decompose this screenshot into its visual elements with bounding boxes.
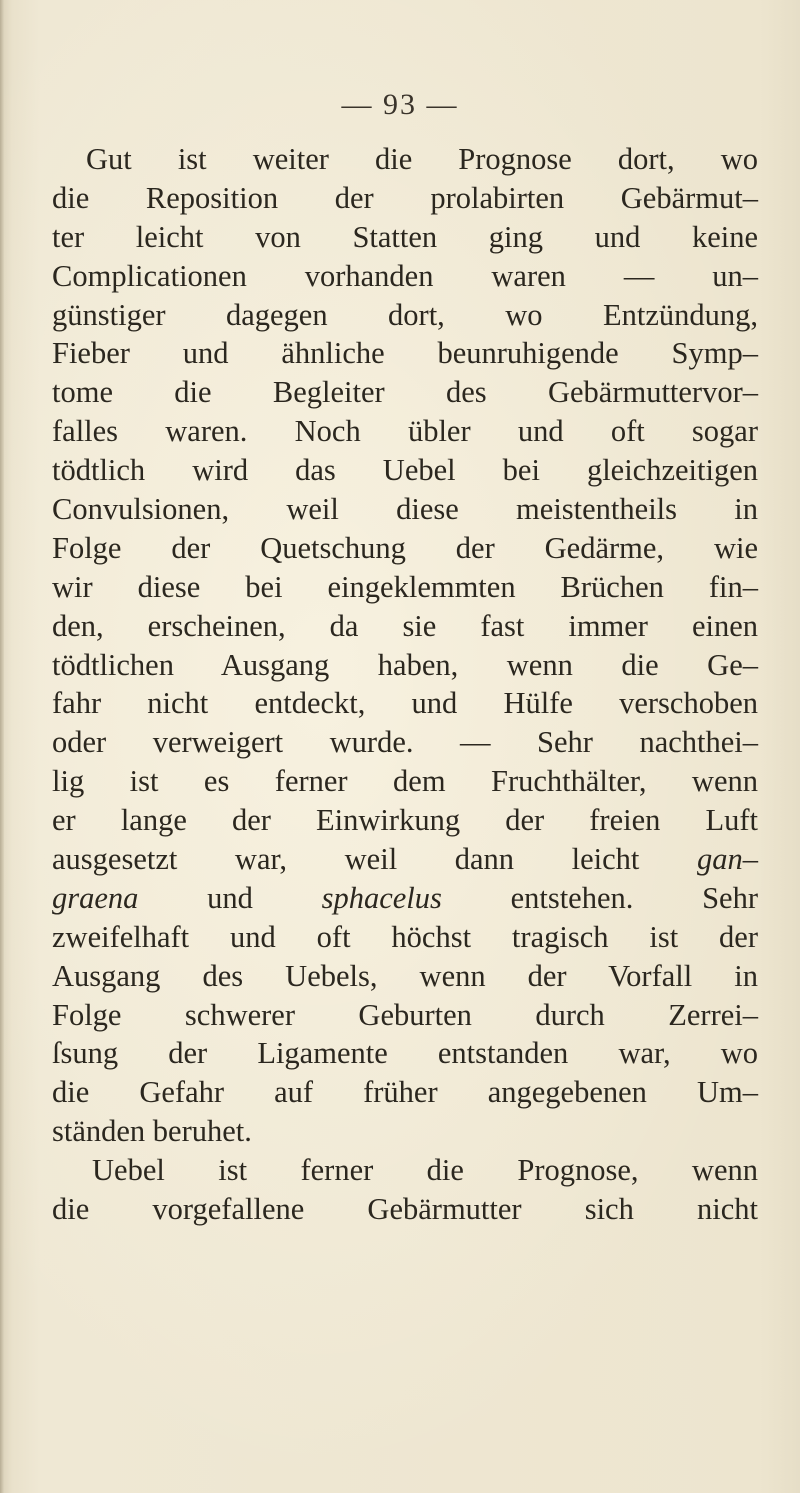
text-line: Uebel ist ferner die Prognose, wenn bbox=[92, 1153, 758, 1188]
text-line: ſsung der Ligamente entstanden war, wo bbox=[52, 1036, 758, 1071]
text-line: fahr nicht entdeckt, und Hülfe verschoben bbox=[52, 686, 758, 721]
text-line: Fieber und ähnliche beunruhigende Symp– bbox=[52, 336, 758, 371]
text-line: Ausgang des Uebels, wenn der Vorfall in bbox=[52, 958, 758, 993]
text-line: Complicationen vorhanden waren — un– bbox=[52, 258, 758, 293]
page-edge bbox=[0, 0, 4, 1493]
text-line: den, erscheinen, da sie fast immer einen bbox=[52, 608, 758, 643]
text-line: lig ist es ferner dem Fruchthälter, wenn bbox=[52, 764, 758, 799]
text-line: tödtlichen Ausgang haben, wenn die Ge– bbox=[52, 647, 758, 682]
text-line: die Gefahr auf früher angegebenen Um– bbox=[52, 1075, 758, 1110]
body-text bbox=[52, 140, 758, 1229]
italic-run: sphacelus bbox=[321, 880, 442, 915]
text-run: entstehen. Sehr bbox=[441, 880, 758, 915]
text-run: und bbox=[138, 880, 322, 915]
text-line: oder verweigert wurde. — Sehr nachthei– bbox=[52, 725, 758, 760]
text-line: ständen beruhet. bbox=[52, 1114, 252, 1149]
text-line: günstiger dagegen dort, wo Entzündung, bbox=[52, 297, 758, 332]
text-line: falles waren. Noch übler und oft sogar bbox=[52, 414, 758, 449]
text-line: wir diese bei eingeklemmten Brüchen fin– bbox=[52, 569, 758, 604]
text-line: tödtlich wird das Uebel bei gleichzeitigen bbox=[52, 453, 758, 488]
italic-run: graena bbox=[52, 880, 139, 915]
text-line: Folge schwerer Geburten durch Zerrei– bbox=[52, 997, 758, 1032]
text-line: zweifelhaft und oft höchst tragisch ist der bbox=[52, 919, 758, 954]
text-line: ter leicht von Statten ging und keine bbox=[52, 219, 758, 254]
text-line: die Reposition der prolabirten Gebärmut– bbox=[52, 180, 758, 215]
text-line: Convulsionen, weil diese meistentheils in bbox=[52, 492, 758, 527]
text-line: Folge der Quetschung der Gedärme, wie bbox=[52, 530, 758, 565]
text-line: die vorgefallene Gebärmutter sich nicht bbox=[52, 1192, 758, 1227]
text-line: er lange der Einwirkung der freien Luft bbox=[52, 803, 758, 838]
text-run: ausgesetzt war, weil dann leicht bbox=[52, 842, 640, 877]
text-line-mixed bbox=[52, 840, 758, 879]
italic-run: gan– bbox=[639, 842, 759, 877]
text-line-mixed bbox=[52, 879, 758, 918]
page-number: — 93 — bbox=[341, 88, 459, 121]
text-line: Gut ist weiter die Prognose dort, wo bbox=[86, 142, 758, 176]
text-line: tome die Begleiter des Gebärmuttervor– bbox=[52, 375, 758, 410]
